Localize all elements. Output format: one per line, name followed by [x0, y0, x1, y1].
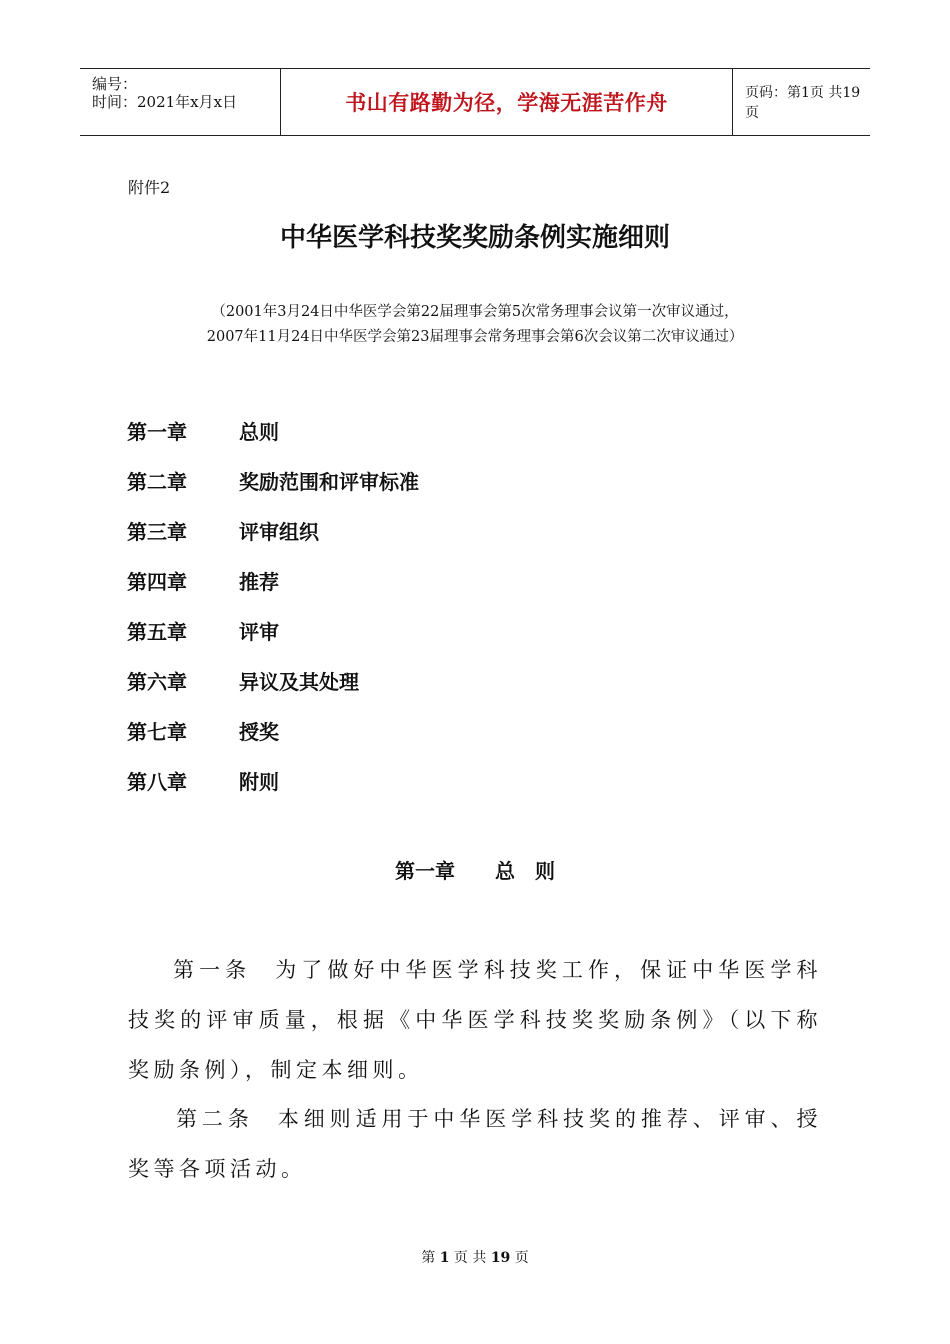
article-label: 第二条 [176, 1107, 254, 1131]
toc-chapter: 第七章 [127, 719, 187, 744]
number-label: 编号： [92, 75, 138, 93]
footer-total-pages: 19 [490, 1250, 511, 1266]
date-label: 时间：2021年x月x日 [92, 93, 238, 111]
document-title: 中华医学科技奖奖励条例实施细则 [279, 223, 670, 253]
page-footer [0, 1247, 950, 1267]
approval-note-line-2: 2007年11月24日中华医学会第23届理事会常务理事会第6次会议第二次审议通过） [206, 329, 744, 345]
toc-chapter-name: 附则 [239, 769, 279, 794]
footer-middle: 页 共 [453, 1250, 487, 1266]
toc-item [127, 455, 419, 505]
toc-item [127, 705, 419, 755]
toc-chapter: 第二章 [127, 469, 187, 494]
toc-chapter-name: 推荐 [239, 569, 279, 594]
toc-item [127, 605, 419, 655]
toc-item [127, 555, 419, 605]
article-text: 本细则适用于中华医学科技奖的推荐、评审、授奖等各项活动。 [128, 1107, 823, 1181]
toc-item [127, 755, 419, 805]
toc-chapter: 第四章 [127, 569, 187, 594]
document-header [80, 68, 870, 136]
chapter-heading [0, 855, 950, 884]
article-label: 第一条 [173, 958, 252, 982]
header-motto-cell [281, 69, 733, 135]
annex-label: 附件2 [128, 178, 171, 197]
toc-chapter-name: 总则 [239, 419, 279, 444]
toc-chapter-name: 异议及其处理 [239, 669, 359, 694]
motto: 书山有路勤为径，学海无涯苦作舟 [345, 91, 668, 115]
toc-chapter: 第六章 [127, 669, 187, 694]
article-paragraph [128, 945, 822, 1095]
article-paragraph [128, 1094, 822, 1194]
toc-item [127, 405, 419, 455]
footer-prefix: 第 [421, 1250, 436, 1266]
toc-chapter: 第五章 [127, 619, 187, 644]
table-of-contents [127, 405, 419, 805]
chapter-heading-word-1: 总 [495, 859, 515, 883]
chapter-heading-number: 第一章 [395, 859, 455, 883]
chapter-heading-word-2: 则 [535, 859, 555, 883]
toc-chapter: 第八章 [127, 769, 187, 794]
toc-chapter-name: 评审组织 [239, 519, 319, 544]
toc-chapter-name: 评审 [239, 619, 279, 644]
approval-note-line-1: （2001年3月24日中华医学会第22届理事会第5次常务理事会议第一次审议通过， [211, 304, 739, 320]
page-info: 页码：第1页 共19页 [745, 85, 861, 121]
footer-page-number: 1 [439, 1250, 450, 1266]
toc-chapter: 第三章 [127, 519, 187, 544]
article-text: 为了做好中华医学科技奖工作，保证中华医学科技奖的评审质量，根据《中华医学科技奖奖励条例》（以下称奖励条例），制定本细则。 [128, 958, 823, 1082]
toc-item [127, 655, 419, 705]
header-meta-cell [80, 69, 281, 135]
toc-item [127, 505, 419, 555]
toc-chapter-name: 奖励范围和评审标准 [239, 469, 419, 494]
footer-suffix: 页 [514, 1250, 529, 1266]
toc-chapter-name: 授奖 [239, 719, 279, 744]
toc-chapter: 第一章 [127, 419, 187, 444]
header-page-cell [733, 69, 870, 135]
